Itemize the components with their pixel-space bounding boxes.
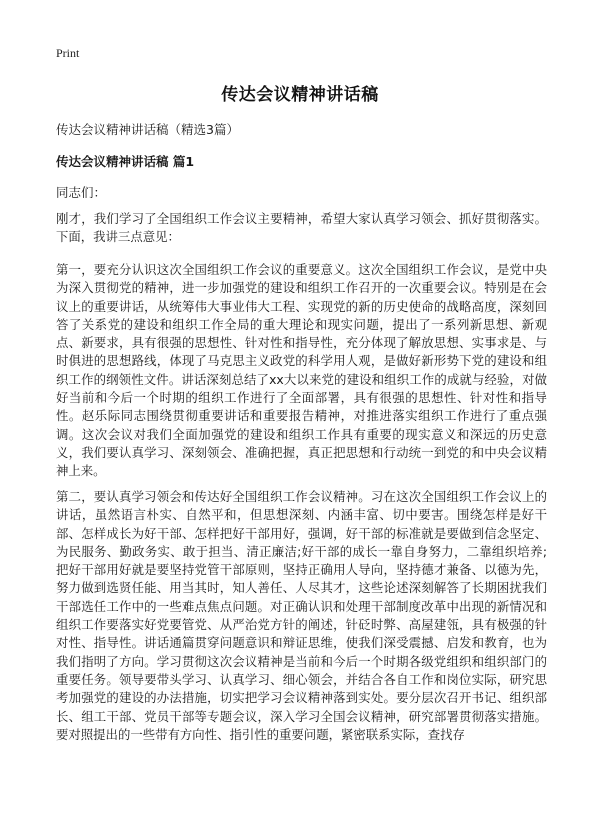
document-subtitle: 传达会议精神讲话稿（精选3篇）	[56, 122, 239, 137]
section-heading: 传达会议精神讲话稿 篇1	[56, 154, 195, 169]
document-title: 传达会议精神讲话稿	[221, 85, 379, 105]
greeting: 同志们：	[56, 185, 107, 200]
paragraph-point-one: 第一，要充分认识这次全国组织工作会议的重要意义。这次全国组织工作会议，是党中央为深入贯彻党的精神，进一步加强党的建设和组织工作召开的一次重要会议。特别是在会议上的重要讲话，从统筹伟大事业伟大工程、实现党的新的历史使命的战略高度，深刻回答了关系党的建设和组织工作全局的重大理论和现实问题，提出了一系列新思想、新观点、新要求，具有很强的思想性、针对性和指导性，充分体现了解放思想、实事求是、与时俱进的思想路线，体现了马克思主义政党的科学用人观，是做好新形势下党的建设和组织工作的纲领性文件。讲话深刻总结了xx大以来党的建设和组织工作的成就与经验，对做好当前和今后一个时期的组织工作进行了全面部署，具有很强的思想性、针对性和指导性。赵乐际同志围绕贯彻重要讲话和重要报告精神，对推进落实组织工作进行了重点强调。这次会议对我们全面加强党的建设和组织工作具有重要的现实意义和深远的历史意义，我们要认真学习、深刻领会、准确把握，真正把思想和行动统一到党的和中央会议精神上来。	[56, 262, 547, 479]
print-link[interactable]: Print	[56, 46, 80, 60]
paragraph-point-two: 第二，要认真学习领会和传达好全国组织工作会议精神。习在这次全国组织工作会议上的讲话，虽然语言朴实、自然平和，但思想深刻、内涵丰富、切中要害。围绕怎样是好干部、怎样成长为好干部、怎样把好干部用好，强调，好干部的标准就是要做到信念坚定、为民服务、勤政务实、敢于担当、清正廉洁;好干部的成长一靠自身努力，二靠组织培养;把好干部用好就是要坚持党管干部原则，坚持正确用人导向，坚持德才兼备、以德为先，努力做到选贤任能、用当其时，知人善任、人尽其才，这些论述深刻解答了长期困扰我们干部选任工作中的一些难点焦点问题。对正确认识和处理干部制度改革中出现的新情况和组织工作要落实好党要管党、从严治党方针的阐述，针砭时弊、高屋建瓴，具有极强的针对性、指导性。讲话通篇贯穿问题意识和辩证思维，使我们深受震撼、启发和教育，也为我们指明了方向。学习贯彻这次会议精神是当前和今后一个时期各级党组织和组织部门的重要任务。领导要带头学习、认真学习、细心领会，并结合各自工作和岗位实际，研究思考加强党的建设的办法措施，切实把学习会议精神落到实处。要分层次召开书记、组织部长、组工干部、党员干部等专题会议，深入学习全国会议精神，研究部署贯彻落实措施。要对照提出的一些带有方向性、指引性的重要问题，紧密联系实际，查找存	[56, 489, 547, 742]
paragraph-intro: 刚才，我们学习了全国组织工作会议主要精神，希望大家认真学习领会、抓好贯彻落实。下面，我讲三点意见：	[56, 211, 547, 245]
